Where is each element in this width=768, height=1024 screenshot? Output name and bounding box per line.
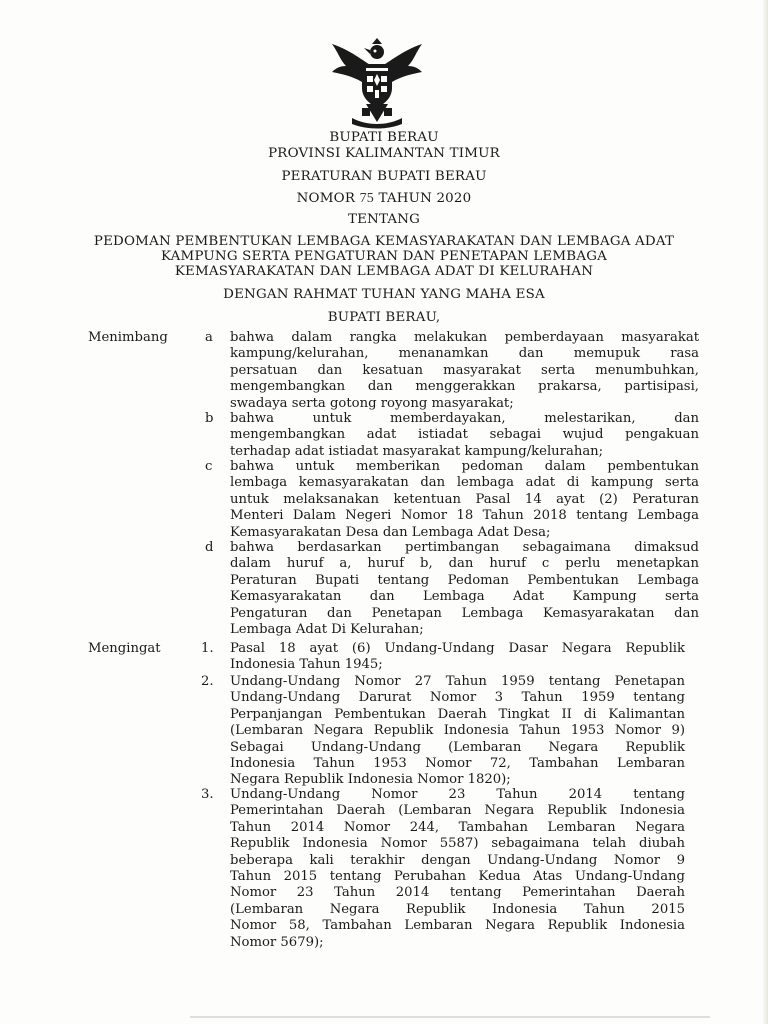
text-line: Republik Indonesia Nomor 5587) sebagaimana telah diubah [230,836,685,852]
text-line: bahwa berdasarkan pertimbangan sebagaimana dimaksud [230,540,699,555]
peraturan-title: PERATURAN BUPATI BERAU [281,169,487,184]
judul-line: KAMPUNG SERTA PENGATURAN DAN PENETAPAN LEMBAGA [161,249,607,264]
nomor-line [0,191,768,207]
text-line: Pemerintahan Daerah (Lembaran Negara Republik Indonesia [230,803,685,819]
text-line: Kemasyarakatan Desa dan Lembaga Adat Desa; [230,524,551,540]
item-marker: d [205,540,214,555]
menimbang-label: Menimbang [88,330,168,345]
text-line: Negara Republik Indonesia Nomor 1820); [230,772,511,788]
text-line: Kemasyarakatan dan Lembaga Adat Kampung serta [230,589,699,605]
text-line: Menteri Dalam Negeri Nomor 18 Tahun 2018 tentang Lembaga [230,508,699,524]
text-line: Indonesia Tahun 1953 Nomor 72, Tambahan Lembaran [230,756,685,772]
scan-bottom-line [190,1016,710,1018]
text-line: Undang-Undang Nomor 27 Tahun 1959 tentang Penetapan [230,674,685,689]
text-line: Pengaturan dan Penetapan Lembaga Kemasyarakatan dan [230,605,699,621]
judul-line: KEMASYARAKATAN DAN LEMBAGA ADAT DI KELURAHAN [174,264,594,279]
text-line: Undang-Undang Darurat Nomor 3 Tahun 1959 tentang [230,690,685,706]
text-line: dalam huruf a, huruf b, dan huruf c perlu menetapkan [230,556,699,572]
text-line: lembaga kemasyarakatan dan lembaga adat di kampung serta [230,475,699,491]
mengingat-item-2 [230,674,685,789]
text-line: Tahun 2015 tentang Perubahan Kedua Atas Undang-Undang [230,869,685,885]
text-line: (Lembaran Negara Republik Indonesia Tahun 2015 [230,901,685,917]
text-line: Lembaga Adat Di Kelurahan; [230,622,424,638]
item-marker: a [205,330,213,345]
mengingat-item-1 [230,641,685,674]
rahmat-line: DENGAN RAHMAT TUHAN YANG MAHA ESA [223,287,545,302]
item-marker: c [205,459,213,474]
text-line: Pasal 18 ayat (6) Undang-Undang Dasar Negara Republik [230,641,685,656]
garuda-emblem-icon [322,38,432,130]
item-marker: 3. [201,787,214,802]
text-line: persatuan dan kesatuan masyarakat serta menumbuhkan, [230,362,699,378]
text-line: terhadap adat istiadat masyarakat kampung/kelurahan; [230,443,604,459]
text-line: mengembangkan adat istiadat sebagai wujud pengakuan [230,427,699,443]
text-line: bahwa dalam rangka melakukan pemberdayaan masyarakat [230,330,699,345]
menimbang-item-a [230,330,699,412]
mengingat-label: Mengingat [88,641,161,656]
item-marker: 1. [201,641,214,656]
text-line: Nomor 23 Tahun 2014 tentang Pemerintahan Daerah [230,885,685,901]
mengingat-item-3 [230,787,685,951]
text-line: Nomor 58, Tambahan Lembaran Negara Republik Indonesia [230,918,685,934]
text-line: untuk melaksanakan ketentuan Pasal 14 ayat (2) Peraturan [230,491,699,507]
text-line: Peraturan Bupati tentang Pedoman Pembentukan Lembaga [230,572,699,588]
text-line: kampung/kelurahan, menanamkan dan memupuk rasa [230,346,699,362]
menimbang-item-d [230,540,699,638]
text-line: beberapa kali terakhir dengan Undang-Undang Nomor 9 [230,852,685,868]
nomor-prefix: NOMOR [296,191,356,206]
provinsi-title: PROVINSI KALIMANTAN TIMUR [268,146,500,161]
judul-line: PEDOMAN PEMBENTUKAN LEMBAGA KEMASYARAKATAN DAN LEMBAGA ADAT [93,234,675,249]
menimbang-item-b [230,411,699,460]
text-line: (Lembaran Negara Republik Indonesia Tahun 1953 Nomor 9) [230,723,685,739]
text-line: mengembangkan dan menggerakkan prakarsa, partisipasi, [230,379,699,395]
tentang-heading: TENTANG [347,212,421,227]
bupati-title: BUPATI BERAU [329,130,439,145]
scan-edge-shadow [762,0,768,1024]
tahun-text: TAHUN 2020 [378,191,472,206]
text-line: bahwa untuk memberikan pedoman dalam pembentukan [230,459,699,474]
text-line: Tahun 2014 Nomor 244, Tambahan Lembaran Negara [230,819,685,835]
menimbang-item-c [230,459,699,541]
text-line: bahwa untuk memberdayakan, melestarikan, dan [230,411,699,426]
text-line: Indonesia Tahun 1945; [230,657,383,673]
nomor-value: 75 [359,191,374,206]
text-line: Nomor 5679); [230,934,324,950]
item-marker: b [205,411,214,426]
text-line: Sebagai Undang-Undang (Lembaran Negara Republik [230,739,685,755]
text-line: swadaya serta gotong royong masyarakat; [230,395,514,411]
bupati-berau-line: BUPATI BERAU, [327,310,441,325]
text-line: Perpanjangan Pembentukan Daerah Tingkat II di Kalimantan [230,706,685,722]
text-line: Undang-Undang Nomor 23 Tahun 2014 tentang [230,787,685,802]
item-marker: 2. [201,674,214,689]
